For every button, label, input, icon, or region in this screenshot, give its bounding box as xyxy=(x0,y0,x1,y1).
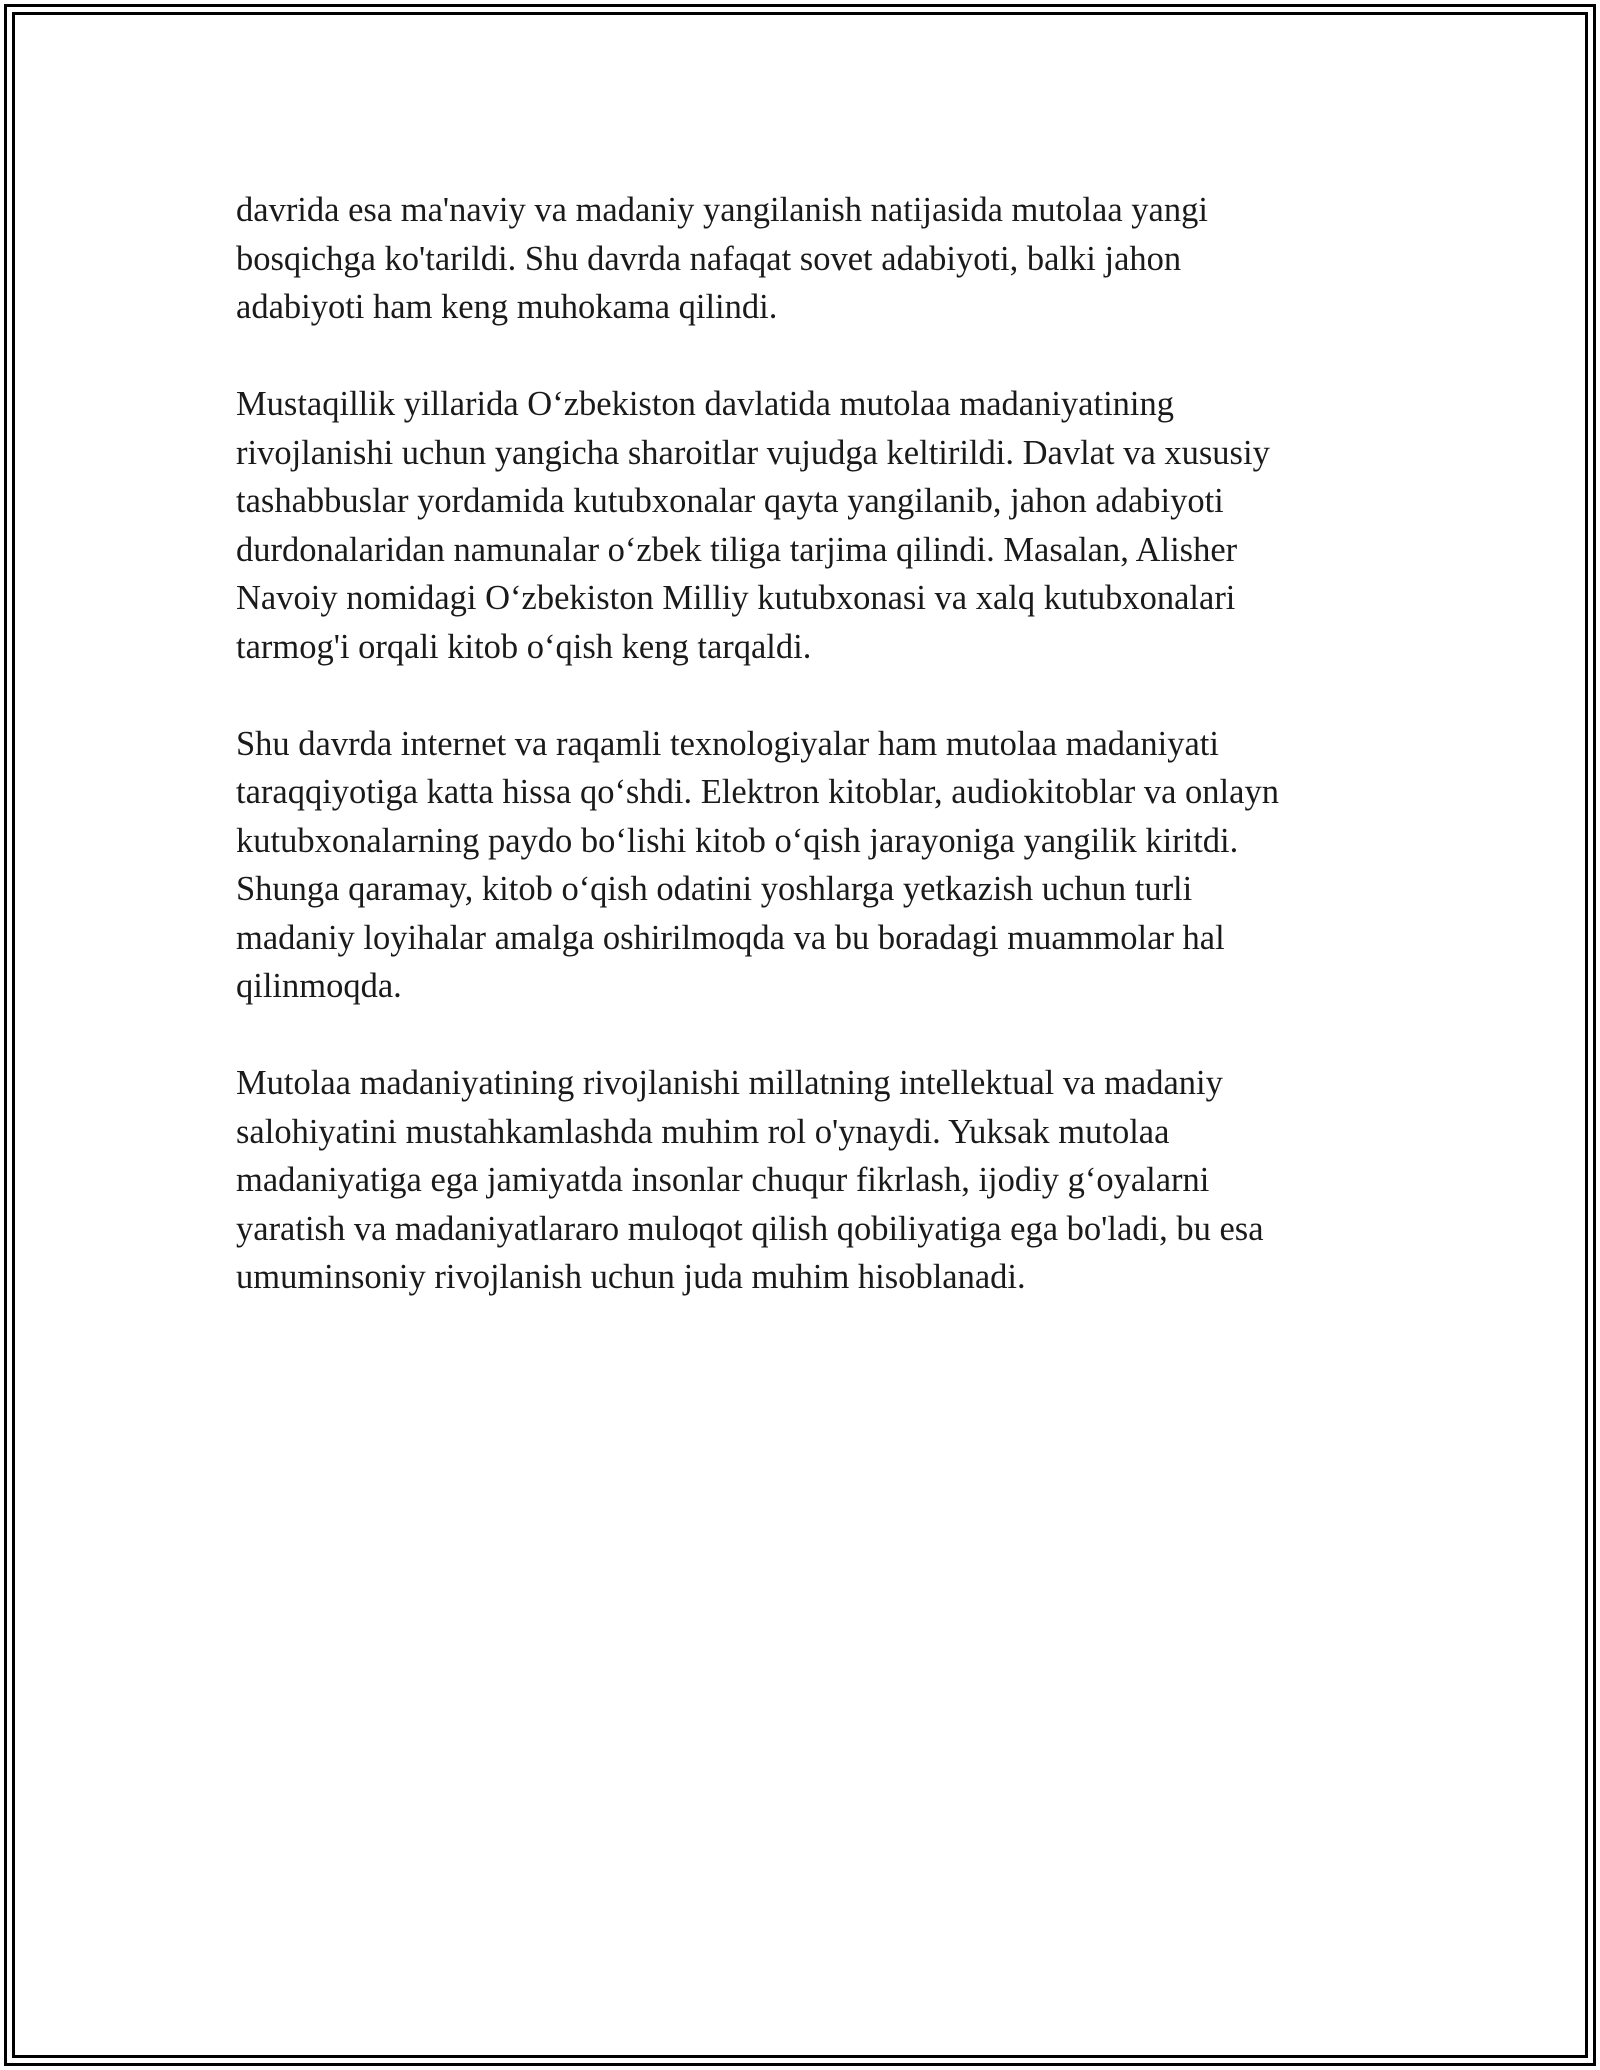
text-line: Mustaqillik yillarida O‘zbekiston davlatida mutolaa madaniyatining xyxy=(236,385,1174,423)
text-line: tashabbuslar yordamida kutubxonalar qayta yangilanib, jahon adabiyoti xyxy=(236,482,1224,520)
paragraph-4 xyxy=(236,1059,1366,1302)
text-line: Mutolaa madaniyatining rivojlanishi millatning intellektual va madaniy xyxy=(236,1064,1223,1102)
text-line: salohiyatini mustahkamlashda muhim rol o'ynaydi. Yuksak mutolaa xyxy=(236,1112,1170,1151)
paragraph-3 xyxy=(236,720,1366,1011)
paragraph-1 xyxy=(236,186,1366,332)
text-line: madaniy loyihalar amalga oshirilmoqda va bu boradagi muammolar hal xyxy=(236,918,1225,957)
text-line: tarmog'i orqali kitob o‘qish keng tarqaldi. xyxy=(236,627,812,666)
text-line: adabiyoti ham keng muhokama qilindi. xyxy=(236,288,778,326)
text-line: umuminsoniy rivojlanish uchun juda muhim hisoblanadi. xyxy=(236,1258,1026,1296)
text-line: taraqqiyotiga katta hissa qo‘shdi. Elektron kitoblar, audiokitoblar va onlayn xyxy=(236,773,1279,811)
text-line: durdonalaridan namunalar o‘zbek tiliga tarjima qilindi. Masalan, Alisher xyxy=(236,530,1238,569)
text-line: yaratish va madaniyatlararo muloqot qilish qobiliyatiga ega bo'ladi, bu esa xyxy=(236,1209,1264,1248)
paragraph-2 xyxy=(236,380,1366,671)
text-line: kutubxonalarning paydo bo‘lishi kitob o‘qish jarayoniga yangilik kiritdi. xyxy=(236,821,1239,860)
text-line: rivojlanishi uchun yangicha sharoitlar vujudga keltirildi. Davlat va xususiy xyxy=(236,433,1270,472)
text-line: davrida esa ma'naviy va madaniy yangilanish natijasida mutolaa yangi xyxy=(236,191,1208,229)
text-line: Navoiy nomidagi O‘zbekiston Milliy kutubxonasi va xalq kutubxonalari xyxy=(236,579,1236,617)
document-body xyxy=(236,186,1366,1350)
text-line: madaniyatiga ega jamiyatda insonlar chuqur fikrlash, ijodiy g‘oyalarni xyxy=(236,1161,1210,1199)
text-line: bosqichga ko'tarildi. Shu davrda nafaqat sovet adabiyoti, balki jahon xyxy=(236,239,1182,278)
text-line: qilinmoqda. xyxy=(236,967,402,1005)
text-line: Shu davrda internet va raqamli texnologiyalar ham mutolaa madaniyati xyxy=(236,724,1219,763)
text-line: Shunga qaramay, kitob o‘qish odatini yoshlarga yetkazish uchun turli xyxy=(236,870,1193,908)
